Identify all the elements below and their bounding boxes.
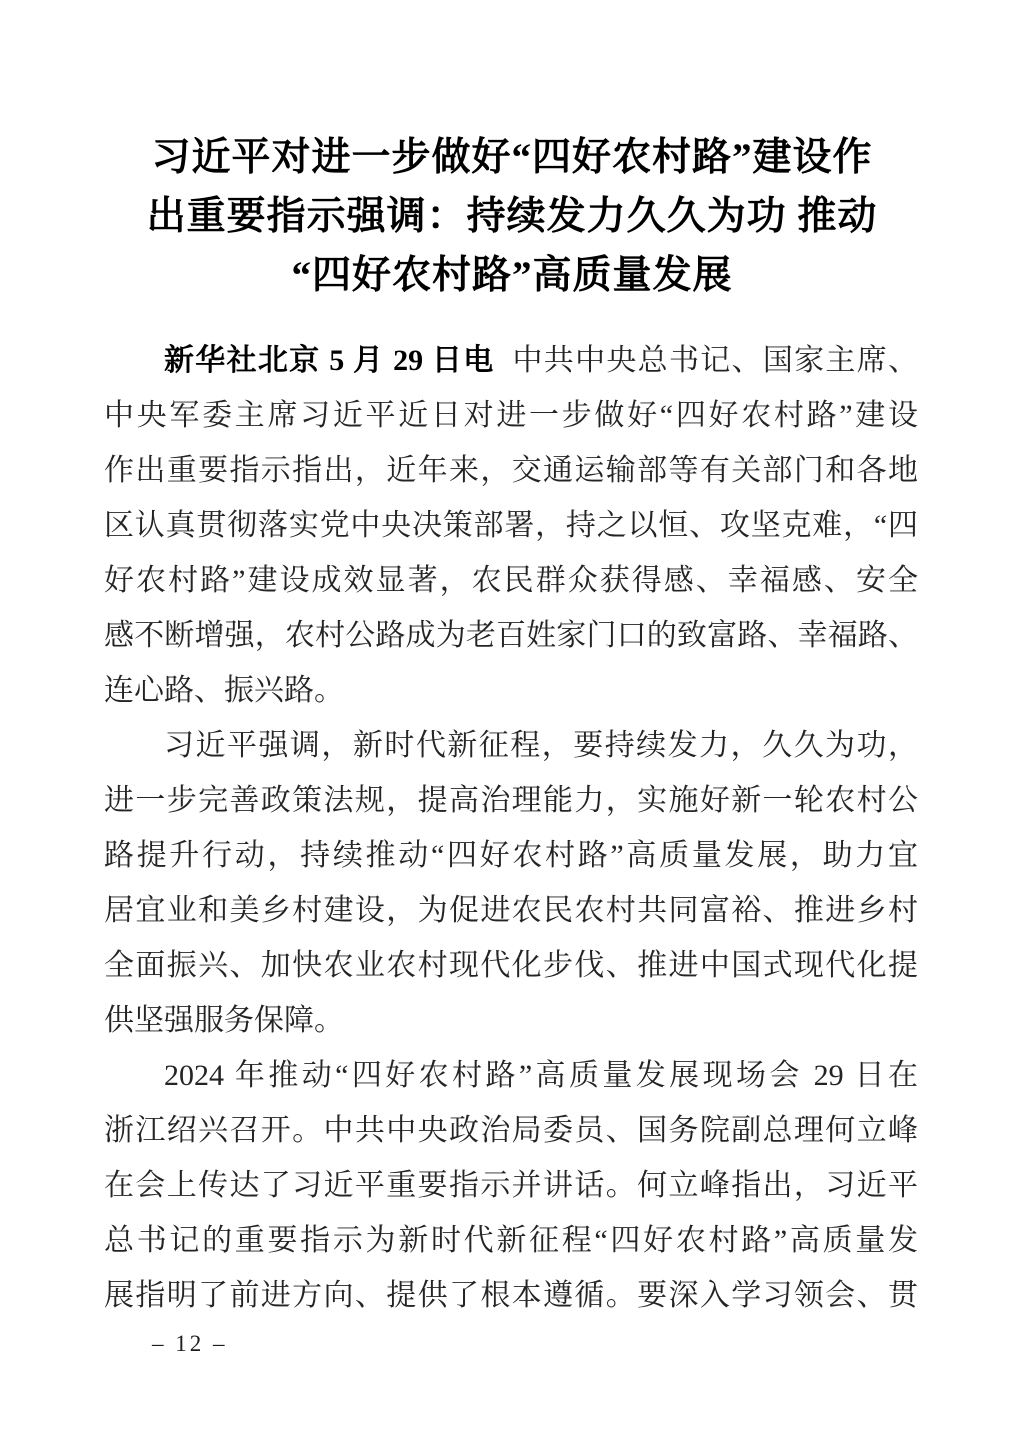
page-number: – 12 –	[152, 1331, 228, 1356]
body-line: 2024 年推动“四好农村路”高质量发展现场会 29 日在	[164, 1059, 918, 1092]
body-line: 区认真贯彻落实党中央决策部署，持之以恒、攻坚克难，“四	[104, 509, 918, 542]
body-line: 路提升行动，持续推动“四好农村路”高质量发展，助力宜	[104, 839, 918, 872]
body-line: 供坚强服务保障。	[104, 1004, 344, 1037]
body-line: 浙江绍兴召开。中共中央政治局委员、国务院副总理何立峰	[104, 1114, 918, 1147]
body-line: 在会上传达了习近平重要指示并讲话。何立峰指出，习近平	[104, 1169, 918, 1202]
document-body	[104, 333, 918, 1323]
body-line: 习近平强调，新时代新征程，要持续发力，久久为功，	[164, 729, 918, 762]
body-line: 好农村路”建设成效显著，农民群众获得感、幸福感、安全	[104, 564, 918, 597]
body-line: 总书记的重要指示为新时代新征程“四好农村路”高质量发	[104, 1224, 918, 1257]
body-line: 展指明了前进方向、提供了根本遵循。要深入学习领会、贯	[104, 1279, 918, 1312]
body-line	[104, 333, 918, 388]
document-title	[62, 128, 962, 305]
body-line: 全面振兴、加快农业农村现代化步伐、推进中国式现代化提	[104, 949, 918, 982]
body-line: 居宜业和美乡村建设，为促进农民农村共同富裕、推进乡村	[104, 894, 918, 927]
body-line-text: 中共中央总书记、国家主席、	[512, 344, 918, 377]
title-line-1: 习近平对进一步做好“四好农村路”建设作	[151, 136, 873, 179]
dateline: 新华社北京 5 月 29 日电	[164, 344, 495, 377]
body-line: 进一步完善政策法规，提高治理能力，实施好新一轮农村公	[104, 784, 918, 817]
title-line-2: 出重要指示强调：持续发力久久为功 推动	[146, 195, 878, 238]
body-line: 感不断增强，农村公路成为老百姓家门口的致富路、幸福路、	[104, 619, 918, 652]
title-line-3: “四好农村路”高质量发展	[291, 254, 733, 297]
body-line: 中央军委主席习近平近日对进一步做好“四好农村路”建设	[104, 399, 918, 432]
body-line: 连心路、振兴路。	[104, 674, 344, 707]
body-line: 作出重要指示指出，近年来，交通运输部等有关部门和各地	[104, 454, 918, 487]
